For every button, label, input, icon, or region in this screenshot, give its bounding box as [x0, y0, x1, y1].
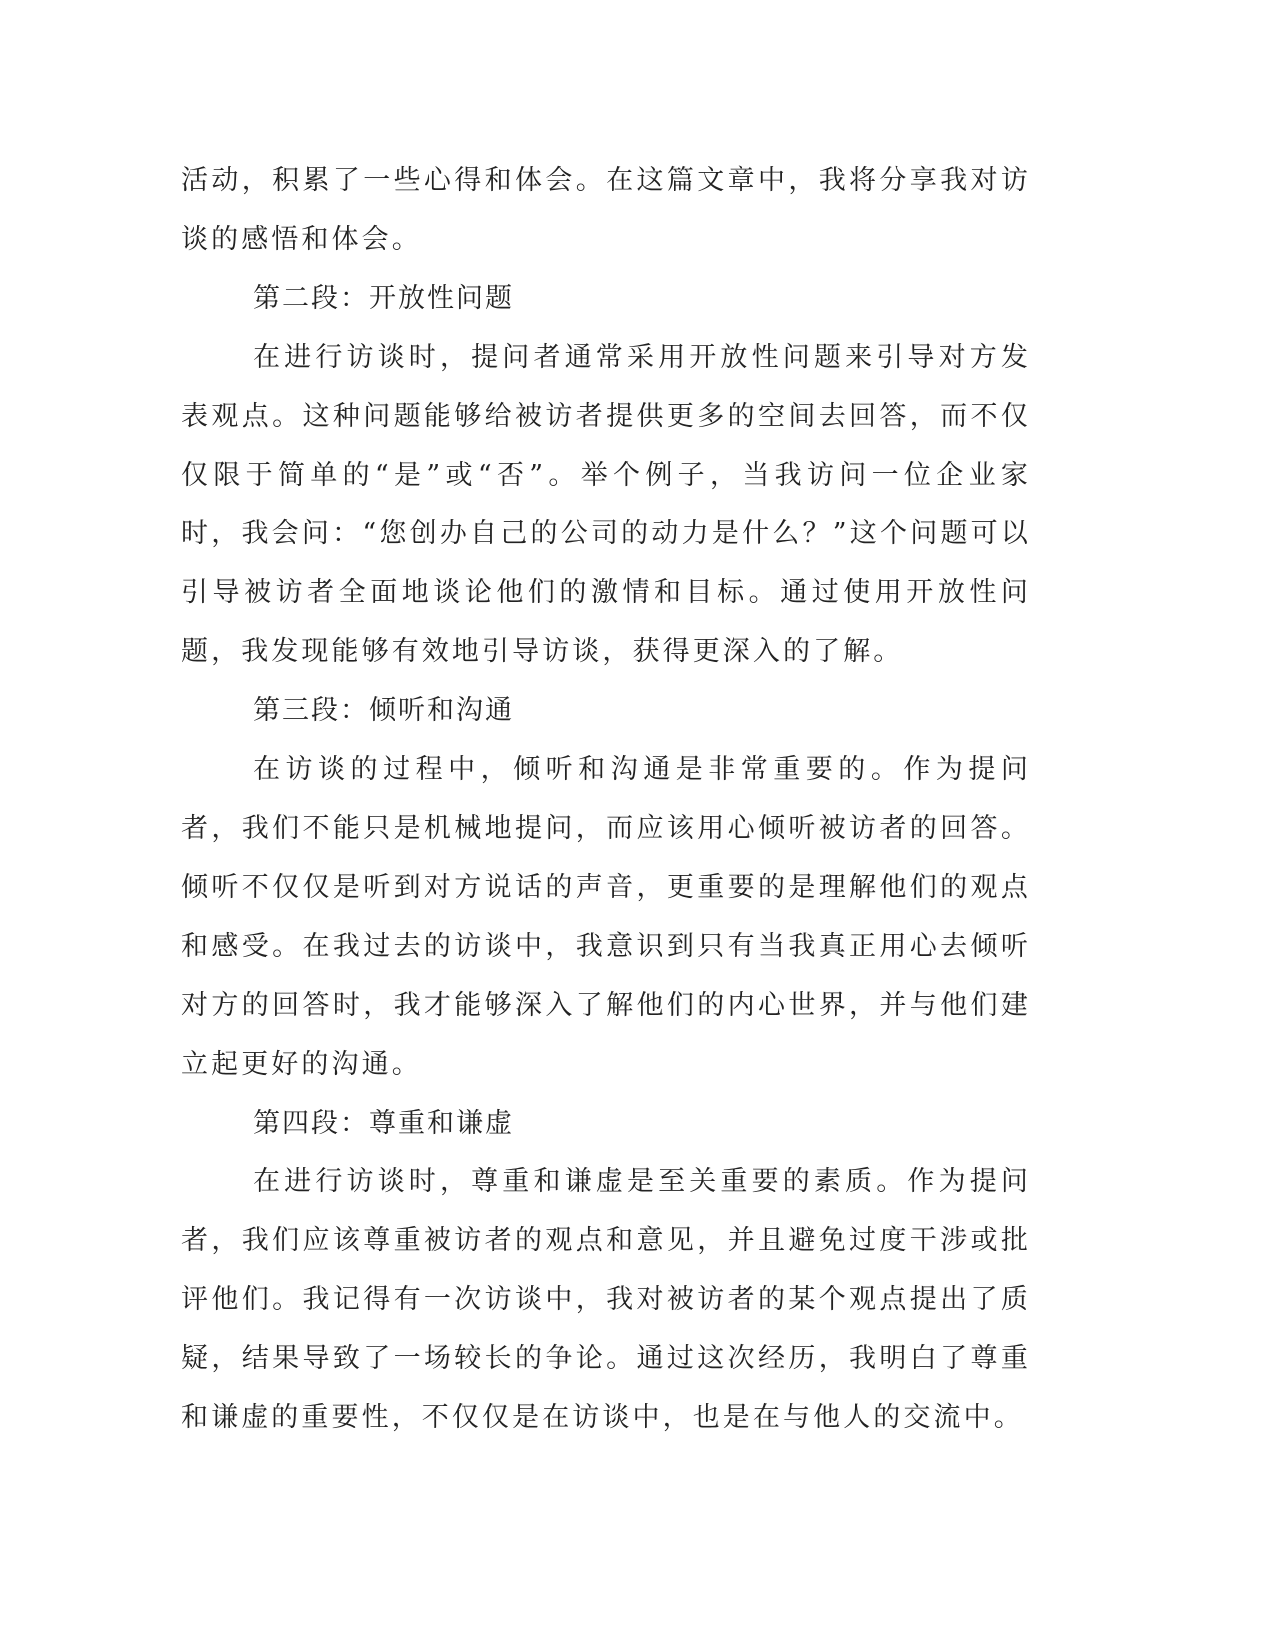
intro-continuation-paragraph: 活动，积累了一些心得和体会。在这篇文章中，我将分享我对访谈的感悟和体会。 [181, 165, 1031, 255]
section4-heading: 第四段：尊重和谦虚 [253, 1107, 514, 1139]
section3-body-paragraph: 在访谈的过程中，倾听和沟通是非常重要的。作为提问者，我们不能只是机械地提问，而应该用心倾听被访者的回答。倾听不仅仅是听到对方说话的声音，更重要的是理解他们的观点和感受。在我过去的访谈中，我意识到只有当我真正用心去倾听对方的回答时，我才能够深入了解他们的内心世界，并与他们建立起更好的沟通。 [181, 754, 1031, 1080]
section2-body-paragraph: 在进行访谈时，提问者通常采用开放性问题来引导对方发表观点。这种问题能够给被访者提供更多的空间去回答，而不仅仅限于简单的“是”或“否”。举个例子，当我访问一位企业家时，我会问：“您创办自己的公司的动力是什么？”这个问题可以引导被访者全面地谈论他们的激情和目标。通过使用开放性问题，我发现能够有效地引导访谈，获得更深入的了解。 [181, 341, 1031, 668]
section2-heading: 第二段：开放性问题 [253, 282, 514, 314]
document-body [181, 152, 1031, 1448]
section3-heading: 第三段：倾听和沟通 [253, 695, 514, 727]
section4-body-paragraph: 在进行访谈时，尊重和谦虚是至关重要的素质。作为提问者，我们应该尊重被访者的观点和意见，并且避免过度干涉或批评他们。我记得有一次访谈中，我对被访者的某个观点提出了质疑，结果导致了一场较长的争论。通过这次经历，我明白了尊重和谦虚的重要性，不仅仅是在访谈中，也是在与他人的交流中。 [181, 1166, 1031, 1434]
